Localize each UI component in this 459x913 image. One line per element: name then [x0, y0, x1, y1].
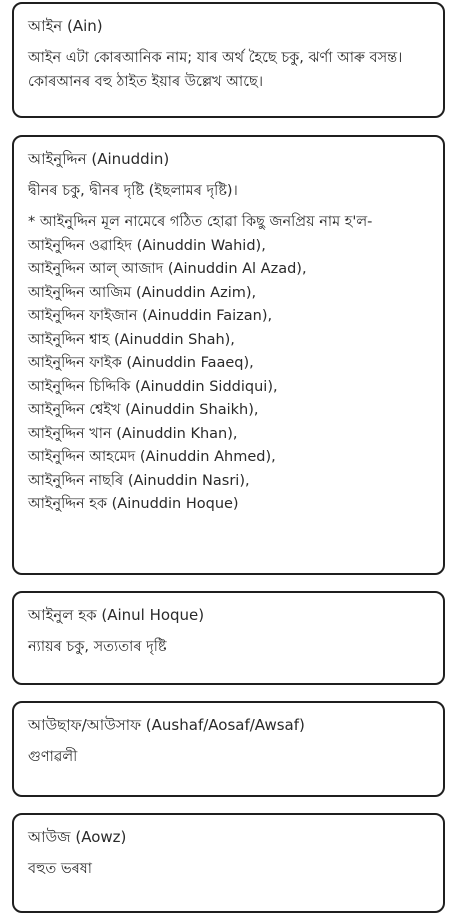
variant-item: আইনুদ্দিন নাছৰি (Ainuddin Nasri),	[28, 472, 250, 489]
variant-item: আইনুদ্দিন শ্বেইখ (Ainuddin Shaikh),	[28, 402, 259, 418]
name-meaning: ন্যায়ৰ চকু, সত্যতাৰ দৃষ্টি	[28, 639, 167, 655]
name-meaning: দ্বীনৰ চকু, দ্বীনৰ দৃষ্টি (ইছলামৰ দৃষ্টি)।	[28, 183, 238, 199]
name-meaning: বহুত ভৰষা	[28, 861, 92, 877]
variants-intro: * আইনুদ্দিন মূল নামেৰে গঠিত হোৱা কিছু জনপ্ৰিয় নাম হ'ল-	[28, 214, 373, 230]
variant-item: আইনুদ্দিন আহমেদ (Ainuddin Ahmed),	[28, 449, 276, 465]
variant-item: আইনুদ্দিন ওৱাহিদ (Ainuddin Wahid),	[28, 237, 266, 254]
variant-item: আইনুদ্দিন ফাইজান (Ainuddin Faizan),	[28, 308, 273, 324]
variant-item: আইনুদ্দিন আজিম (Ainuddin Azim),	[28, 284, 257, 301]
name-card-ainul-hoque[interactable]	[12, 591, 445, 685]
variant-item: আইনুদ্দিন শ্বাহ (Ainuddin Shah),	[28, 331, 235, 348]
name-title: আউজ (Aowz)	[28, 828, 127, 846]
name-title: আইন (Ain)	[28, 17, 103, 35]
name-meaning: আইন এটা কোৰআনিক নাম; যাৰ অৰ্থ হৈছে চকু, ঝৰ্ণা আৰু বসন্ত। কোৰআনৰ বহু ঠাইত ইয়াৰ উল্লেখ আছে।	[28, 50, 403, 90]
variant-item: আইনুদ্দিন আল্ আজাদ (Ainuddin Al Azad),	[28, 261, 307, 277]
name-card-ain[interactable]	[12, 2, 445, 118]
name-card-ainuddin[interactable]	[12, 135, 445, 575]
variant-list	[28, 235, 429, 517]
variant-item: আইনুদ্দিন ফাইক (Ainuddin Faaeq),	[28, 355, 254, 371]
name-card-aushaf[interactable]	[12, 701, 445, 797]
variant-item: আইনুদ্দিন চিদ্দিকি (Ainuddin Siddiqui),	[28, 378, 278, 395]
name-meaning: গুণাৱলী	[28, 749, 78, 765]
variant-item: আইনুদ্দিন খান (Ainuddin Khan),	[28, 425, 238, 442]
name-title: আইনুল হক (Ainul Hoque)	[28, 606, 205, 624]
variant-item: আইনুদ্দিন হক (Ainuddin Hoque)	[28, 496, 239, 512]
name-title: আউছাফ/আউসাফ (Aushaf/Aosaf/Awsaf)	[28, 716, 305, 734]
name-title: আইনুদ্দিন (Ainuddin)	[28, 150, 170, 168]
name-card-aowz[interactable]	[12, 813, 445, 913]
